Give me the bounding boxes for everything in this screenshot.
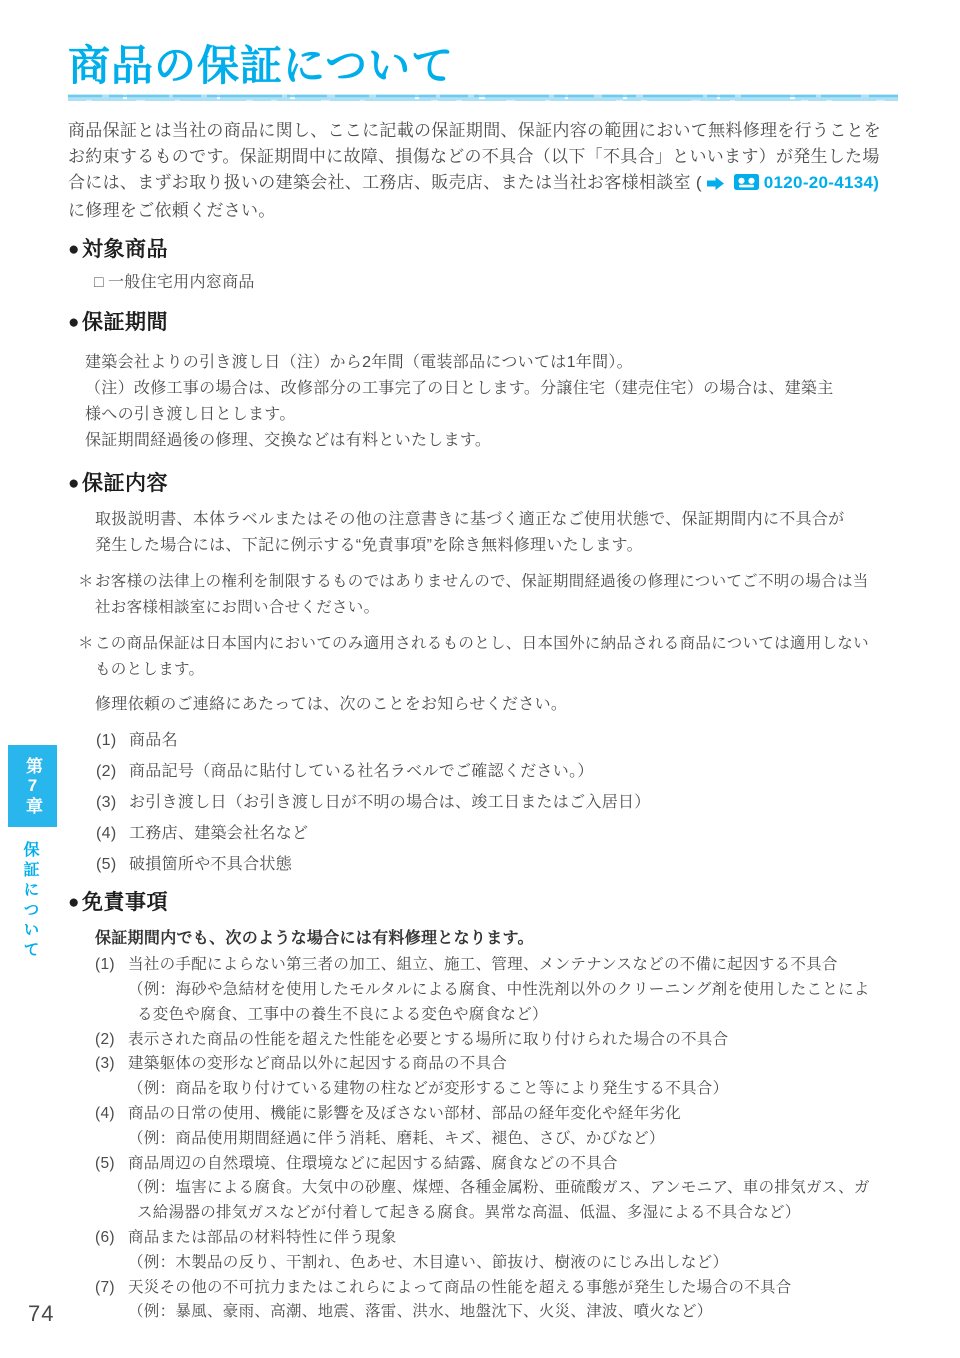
item-example: （例：塩害による腐食。大気中の砂塵、煤煙、各種金属粉、亜硫酸ガス、アンモニア、車の排気ガス、ガ [128, 1179, 870, 1197]
item-text: 破損箇所や不具合状態 [129, 856, 293, 874]
body-line: 保証期間経過後の修理、交換などは有料といたします。 [85, 432, 492, 450]
bullet-icon: ● [68, 473, 80, 495]
body-line: 建築会社よりの引き渡し日（注）から2年間（電装部品については1年間）。 [85, 354, 633, 372]
item-text: 商品または部品の材料特性に伴う現象 [128, 1229, 397, 1247]
section-heading-text: 免責事項 [81, 891, 168, 915]
body-line: 様への引き渡し日とします。 [85, 406, 296, 424]
item-number: (3) [95, 1055, 115, 1073]
title-underline-brush [68, 93, 898, 103]
list-item [95, 1028, 900, 1053]
asterisk-icon: ＊ [78, 573, 94, 591]
item-body [128, 1028, 900, 1053]
item-body [128, 953, 900, 1027]
item-example: （例：暴風、豪雨、高潮、地震、落雷、洪水、地盤沈下、火災、津波、噴火など） [128, 1303, 713, 1321]
repair-request-list [96, 729, 900, 877]
section-heading-target-products [68, 236, 900, 264]
body-line: （注）改修工事の場合は、改修部分の工事完了の日とします。分譲住宅（建売住宅）の場合は、建築主 [85, 380, 834, 398]
section-heading-text: 保証内容 [81, 472, 168, 496]
asterisk-icon: ＊ [78, 635, 94, 653]
chapter-tab: 第7章 [8, 745, 57, 827]
section-heading-exemptions [68, 889, 900, 917]
page-title: 商品の保証について [68, 42, 455, 89]
note-japan-only [78, 631, 900, 683]
checkbox-icon: □ [94, 274, 104, 292]
note-body [95, 631, 869, 683]
list-item [96, 822, 900, 846]
note-line: 社お客様相談室にお問い合せください。 [95, 599, 380, 617]
item-text: お引き渡し日（お引き渡し日が不明の場合は、竣工日またはご入居日） [129, 794, 651, 812]
item-text: 表示された商品の性能を超えた性能を必要とする場所に取り付けられた場合の不具合 [128, 1030, 729, 1048]
item-number: (2) [95, 1030, 115, 1048]
right-arrow-icon [707, 172, 724, 198]
list-item [95, 1152, 900, 1226]
list-item [95, 1276, 900, 1326]
item-number: (4) [95, 1105, 115, 1123]
item-example: る変色や腐食、工事中の養生不良による変色や腐食など） [137, 1005, 548, 1023]
item-number: (4) [96, 825, 117, 843]
list-item [95, 1052, 900, 1102]
exemptions-lead: 保証期間内でも、次のような場合には有料修理となります。 [95, 930, 534, 948]
bullet-icon: ● [68, 892, 80, 914]
freedial-phone-icon [734, 172, 759, 198]
item-example: （例：木製品の反り、干割れ、色あせ、木目違い、節抜け、樹液のにじみ出しなど） [128, 1253, 729, 1271]
item-number: (5) [96, 856, 117, 874]
item-body [128, 1052, 900, 1102]
repair-request-intro: 修理依頼のご連絡にあたっては、次のことをお知らせください。 [95, 696, 568, 714]
list-item [96, 760, 900, 784]
phone-number: 0120-20-4134 [763, 173, 874, 193]
item-number: (5) [95, 1154, 115, 1172]
body-line: 発生した場合には、下記に例示する“免責事項”を除き無料修理いたします。 [95, 537, 643, 555]
item-text: 当社の手配によらない第三者の加工、組立、施工、管理、メンテナンスなどの不備に起因する不具合 [128, 956, 838, 974]
section-heading-warranty-period [68, 309, 900, 337]
target-product-item [94, 271, 900, 295]
phone-suffix: ) [873, 173, 880, 193]
item-example: ス給湯器の排気ガスなどが付着して起きる腐食。異常な高温、低温、多湿による不具合など） [137, 1204, 801, 1222]
item-number: (6) [95, 1229, 115, 1247]
item-text: 工務店、建築会社名など [129, 825, 309, 843]
item-body [128, 1152, 900, 1226]
item-number: (7) [95, 1278, 115, 1296]
item-body [128, 1276, 900, 1326]
note-line: ものとします。 [95, 661, 205, 679]
exemptions-list [95, 953, 900, 1325]
list-item [96, 853, 900, 877]
list-item [96, 791, 900, 815]
item-text: 商品名 [129, 732, 178, 750]
item-example: （例：商品を取り付けている建物の柱などが変形すること等により発生する不具合） [128, 1080, 729, 1098]
intro-paragraph [68, 118, 900, 224]
item-text: 商品周辺の自然環境、住環境などに起因する結露、腐食などの不具合 [128, 1154, 618, 1172]
note-line: お客様の法律上の権利を制限するものではありませんので、保証期間経過後の修理についてご不明の場合は当 [95, 573, 869, 591]
item-body [128, 1102, 900, 1152]
item-text: 商品の日常の使用、機能に影響を及ぼさない部材、部品の経年変化や経年劣化 [128, 1105, 682, 1123]
item-text: 商品記号（商品に貼付している社名ラベルでご確認ください。） [129, 763, 594, 781]
item-example: （例：海砂や急結材を使用したモルタルによる腐食、中性洗剤以外のクリーニング剤を使用したことによ [128, 981, 870, 999]
item-example: （例：商品使用期間経過に伴う消耗、磨耗、キズ、褪色、さび、かびなど） [128, 1129, 665, 1147]
item-number: (1) [95, 956, 115, 974]
item-number: (2) [96, 763, 117, 781]
bullet-icon: ● [68, 239, 80, 261]
page-number: 74 [28, 1301, 55, 1326]
item-number: (3) [96, 794, 117, 812]
note-legal-rights [78, 569, 900, 621]
list-item [96, 729, 900, 753]
note-line: この商品保証は日本国内においてのみ適用されるものとし、日本国外に納品される商品については適用しない [95, 635, 869, 653]
section-heading-text: 保証期間 [81, 311, 168, 335]
body-line: 取扱説明書、本体ラベルまたはその他の注意書きに基づく適正なご使用状態で、保証期間内に不具合が [95, 511, 845, 529]
section-heading-text: 対象商品 [81, 238, 168, 262]
list-item [95, 1226, 900, 1276]
bullet-icon: ● [68, 312, 80, 334]
main-content [68, 42, 900, 1325]
intro-line-prefix: 合には、まずお取り扱いの建築会社、工務店、販売店、または当社お客様相談室 ( [68, 173, 702, 193]
intro-line: に修理をご依頼ください。 [68, 201, 276, 221]
warranty-content-body [95, 507, 900, 559]
item-text: 建築躯体の変形など商品以外に起因する商品の不具合 [128, 1055, 508, 1073]
warranty-period-body [85, 350, 900, 454]
target-product-text: 一般住宅用内窓商品 [107, 274, 255, 292]
item-text: 天災その他の不可抗力またはこれらによって商品の性能を超える事態が発生した場合の不具合 [128, 1278, 792, 1296]
intro-line: お約束するものです。保証期間中に故障、損傷などの不具合（以下「不具合」といいます）が発生した場 [68, 147, 880, 167]
intro-line: 商品保証とは当社の商品に関し、ここに記載の保証期間、保証内容の範囲において無料修理を行うことを [68, 121, 882, 141]
chapter-label: 保証について [21, 841, 38, 961]
item-number: (1) [96, 732, 117, 750]
item-body [128, 1226, 900, 1276]
section-heading-warranty-content [68, 470, 900, 498]
list-item [95, 1102, 900, 1152]
intro-line-with-phone [68, 170, 900, 198]
list-item [95, 953, 900, 1027]
note-body [95, 569, 869, 621]
